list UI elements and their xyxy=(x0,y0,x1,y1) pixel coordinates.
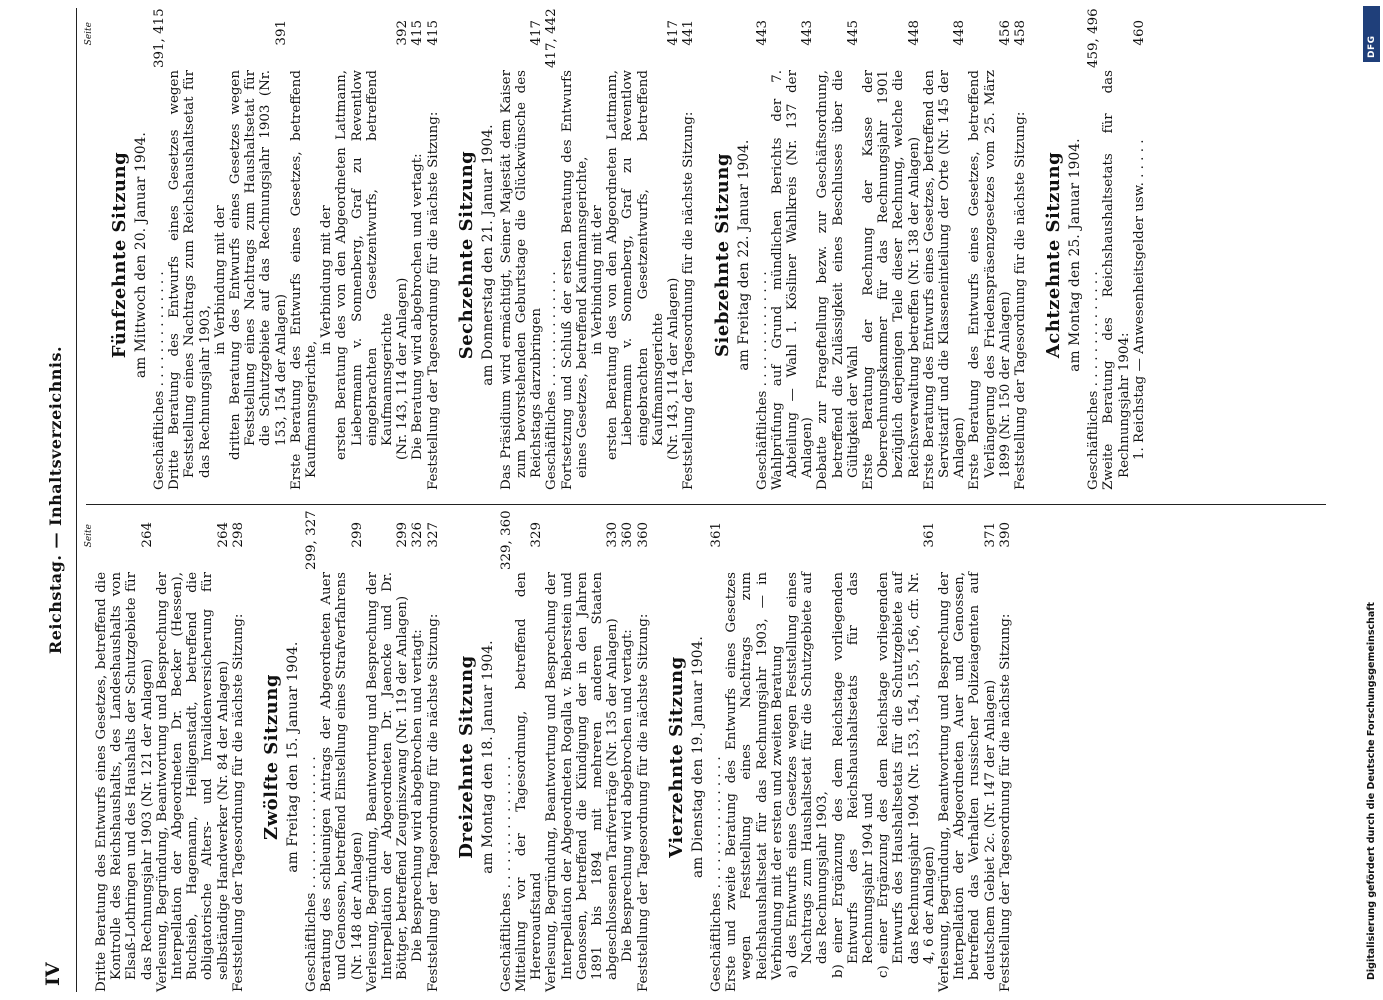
toc-entry xyxy=(998,522,1013,992)
toc-entry xyxy=(304,510,320,992)
toc-entry xyxy=(167,20,213,490)
running-header xyxy=(42,0,68,1000)
entry-text: Feststellung der Tagesordnung für die nächste Sitzung: xyxy=(425,613,441,992)
toc-entry xyxy=(1086,8,1102,490)
session-heading-block xyxy=(455,20,499,490)
header-title: Reichstag. — Inhaltsverzeichnis. xyxy=(46,345,65,655)
session-heading-block xyxy=(665,522,709,992)
toc-entry xyxy=(94,522,155,992)
page-number: IV xyxy=(42,962,64,986)
entry-text: Feststellung der Tagesordnung für die nächste Sitzung: xyxy=(635,613,651,992)
toc-entry xyxy=(666,20,681,490)
page-ref: 443 xyxy=(800,20,816,46)
connector-line: in Verbindung mit der xyxy=(319,205,335,355)
entry-text: Erste Beratung des Entwurfs eines Gesetzes, betreffend Verlängerung des Friedenspräsenzgesetzes vom 25. März 1899 (Nr. 150 der Anlagen) xyxy=(967,70,1013,490)
toc-entry xyxy=(967,20,1013,490)
session-block xyxy=(108,8,441,490)
page-ref: 298 xyxy=(230,522,246,548)
session-heading-block xyxy=(108,20,152,490)
toc-entry xyxy=(231,522,246,992)
page-ref: 391 xyxy=(273,20,289,46)
entry-text: b) einer Ergänzung des dem Reichstage vorliegenden Entwurfs des Reichshaushaltsetats für das Rechnungsjahr 1904 und xyxy=(830,572,876,978)
session-block xyxy=(665,522,1013,992)
entry-text: Dritte Beratung des Entwurfs eines Gesetzes wegen Feststellung eines Nachtrags zum Reichshaushaltsetat für das Rechnungsjahr 1903, xyxy=(167,70,213,490)
toc-entry xyxy=(560,20,590,490)
toc-entry xyxy=(410,522,425,992)
toc-entry xyxy=(498,510,514,992)
seite-label: Seite xyxy=(84,22,94,46)
session-heading-block xyxy=(711,20,755,490)
session-block xyxy=(711,20,1029,490)
session-heading: Siebzehnte Sitzung xyxy=(711,153,733,357)
page-ref: 458 xyxy=(1012,20,1028,46)
session-heading-block xyxy=(455,522,499,992)
entry-text: 1. Reichstag — Anwesenheitsgelder usw. . . . . . xyxy=(1131,139,1147,460)
seite-label: Seite xyxy=(84,524,94,548)
entry-text: Erste Beratung des Entwurfs eines Gesetzes, betreffend den Servistarif und die Klasseneinteilung der Orte (Nr. 145 der Anlagen) xyxy=(921,70,968,490)
session-block xyxy=(455,510,651,992)
toc-entry xyxy=(922,20,968,490)
toc-entry xyxy=(499,20,545,490)
page-ref: 327 xyxy=(425,522,441,548)
toc-entry xyxy=(1132,20,1147,490)
toc-entry xyxy=(831,522,877,992)
entry-text: (Nr. 143, 114 der Anlagen) xyxy=(666,277,682,460)
column-divider xyxy=(86,504,1326,505)
page-ref: 417 xyxy=(666,20,682,46)
entry-text: Verlesung, Begründung, Beantwortung und Besprechung der Interpellation der Abgeordneten Dr. Jaencke und Dr. Böttger, betreffend Zeugniszwang (Nr. 119 der Anlagen) xyxy=(364,572,411,992)
entry-text: Geschäftliches . . . . . . . . . . . . . . . . xyxy=(498,756,514,992)
toc-entry xyxy=(937,522,998,992)
entry-text: Geschäftliches . . . . . . . . . . . . . . xyxy=(152,271,167,490)
entry-text: Feststellung der Tagesordnung für die nächste Sitzung: xyxy=(230,613,246,992)
entry-text: ersten Beratung des von den Abgeordneten Lattmann, Liebermann v. Sonnenberg, Graf zu Reventlow eingebrachten Gesetzentwurfs, betreffend Kaufmannsgerichte xyxy=(605,70,666,460)
session-heading: Vierzehnte Sitzung xyxy=(665,656,687,858)
page-ref: 330 xyxy=(605,522,621,548)
left-column xyxy=(82,510,1013,992)
toc-entry xyxy=(709,522,724,992)
entry-text: Zweite Beratung des Reichshaushaltsetats für das Rechnungsjahr 1904: xyxy=(1101,70,1132,490)
page-content xyxy=(36,0,1346,1000)
page-ref: 415 xyxy=(410,20,426,46)
toc-entry xyxy=(785,522,831,992)
session-date: am Mittwoch den 20. Januar 1904. xyxy=(133,131,149,379)
page-ref: 299 xyxy=(349,522,365,548)
entry-text: dritten Beratung des Entwurfs eines Gesetzes wegen Feststellung eines Nachtrags zum Haushaltsetat für die Schutzgebiete auf das Rechnungsjahr 1903 (Nr. 153, 154 der Anlagen) xyxy=(228,70,289,460)
toc-entry xyxy=(544,522,620,992)
page-ref: 329 xyxy=(529,522,545,548)
page-ref: 329, 360 xyxy=(498,510,514,570)
page-ref: 391, 415 xyxy=(152,8,167,68)
page-ref: 299, 327 xyxy=(304,510,320,570)
header-rule xyxy=(76,8,77,992)
entry-text: Geschäftliches . . . . . . . . . . . . . . . . xyxy=(708,756,724,992)
session-date: am Freitag den 15. Januar 1904. xyxy=(285,641,302,873)
entry-text: Die Besprechung wird abgebrochen und vertagt: xyxy=(620,629,636,962)
toc-entry xyxy=(426,522,441,992)
session-block xyxy=(1042,8,1147,490)
page-ref: 448 xyxy=(952,20,968,46)
connector-line: in Verbindung mit der xyxy=(590,205,606,355)
toc-entry xyxy=(365,522,411,992)
toc-entry xyxy=(395,20,410,490)
toc-entry xyxy=(724,522,785,992)
entry-text: Geschäftliches . . . . . . . . . . . . . . . . xyxy=(304,756,320,992)
page-ref: 460 xyxy=(1131,20,1147,46)
connector-line: in Verbindung mit der xyxy=(212,205,228,355)
page-ref: 445 xyxy=(845,20,861,46)
entry-text: Erste Beratung der Rechnung der Kasse der Oberrechnungskammer für das Rechnungsjahr 1901 bezüglich derjenigen Teile dieser Rechnung, welche die Reichsverwaltung betreffen (Nr. 138 der Anlagen) xyxy=(860,70,922,490)
page-ref: 415 xyxy=(425,20,441,46)
toc-entry xyxy=(544,8,560,490)
toc-entry xyxy=(861,20,922,490)
session-heading: Achtzehnte Sitzung xyxy=(1043,151,1065,359)
entry-text: (Nr. 143, 114 der Anlagen) xyxy=(395,277,411,460)
toc-entry xyxy=(426,20,441,490)
page-ref: 371 xyxy=(982,522,998,548)
page-ref: 361 xyxy=(921,522,937,548)
toc-entry xyxy=(755,20,770,490)
toc-entry xyxy=(228,20,289,490)
toc-entry xyxy=(620,522,635,992)
entry-text: Feststellung der Tagesordnung für die nächste Sitzung: xyxy=(425,111,441,490)
session-date: am Donnerstag den 21. Januar 1904. xyxy=(479,124,496,386)
session-block xyxy=(455,8,697,490)
session-heading-block xyxy=(260,522,304,992)
entry-text: Feststellung der Tagesordnung für die nächste Sitzung: xyxy=(1012,111,1028,490)
entry-text: Geschäftliches . . . . . . . . . . . . . . xyxy=(1086,271,1102,490)
toc-entry xyxy=(636,522,651,992)
session-heading: Fünfzehnte Sitzung xyxy=(109,151,130,359)
toc-entry xyxy=(334,20,395,490)
entry-text: Das Präsidium wird ermächtigt, Seiner Majestät dem Kaiser zum bevorstehenden Geburtstage die Glückwünsche des Reichstags darzubringen xyxy=(498,70,545,490)
entry-text: Verlesung, Begründung, Beantwortung und Besprechung der Interpellation der Abgeordneten Dr. Becker (Hessen), Buchsieb, Hagemann, Heiligenstadt, betreffend die obligatorische Alters- und Invalidenversicherung für selbständige Handwerker (Nr. 84 der Anlagen) xyxy=(154,572,231,992)
entry-text: Mitteilung vor der Tagesordnung, betreffend den Hereroaufstand xyxy=(514,572,545,992)
page-ref: 360 xyxy=(635,522,651,548)
toc-entry xyxy=(815,20,861,490)
page-ref: 443 xyxy=(754,20,770,46)
entry-text: Feststellung der Tagesordnung für die nächste Sitzung: xyxy=(997,613,1013,992)
entry-text: Geschäftliches . . . . . . . . . . . . . . xyxy=(754,271,770,490)
page-ref: 417 xyxy=(529,20,545,46)
toc-entry xyxy=(410,20,425,490)
toc-entry xyxy=(289,20,319,490)
page-ref: 459, 496 xyxy=(1086,8,1102,68)
session-block xyxy=(260,510,441,992)
page-ref: 441 xyxy=(681,20,697,46)
session-date: am Montag den 18. Januar 1904. xyxy=(479,640,496,874)
entry-text: Wahlprüfung auf Grund mündlichen Berichts der 7. Abteilung — Wahl 1. Kösliner Wahlkreis (Nr. 137 der Anlagen) xyxy=(769,70,816,490)
entry-text: Fortsetzung und Schluß der ersten Beratung des Entwurfs eines Gesetzes, betreffend Kaufmannsgerichte, xyxy=(559,70,590,490)
page-ref: 392 xyxy=(395,20,411,46)
toc-entry xyxy=(155,522,231,992)
entry-text: Verlesung, Begründung, Beantwortung und Besprechung der Interpellation der Abgeordneten Auer und Genossen, betreffend das Verhalten russischer Polizeiagenten auf deutschem Gebiet 2c. (Nr. 147 der Anlagen) xyxy=(936,572,998,992)
page-ref: 417, 442 xyxy=(544,8,560,68)
toc-entry xyxy=(770,20,816,490)
entry-text: Erste Beratung des Entwurfs eines Gesetzes, betreffend Kaufmannsgerichte, xyxy=(288,70,320,490)
page-ref: 390 xyxy=(997,522,1013,548)
right-column xyxy=(82,8,1147,490)
session-heading: Zwölfte Sitzung xyxy=(261,674,283,840)
page-ref: 299 xyxy=(395,522,411,548)
entry-text: Debatte zur Frageftellung bezw. zur Geschäftsordnung, betreffend die Zulässigkeit eines Beschlusses über die Gültigkeit der Wahl xyxy=(815,70,861,490)
entry-text: Die Beratung wird abgebrochen und vertagt: xyxy=(410,153,426,460)
session-heading: Dreizehnte Sitzung xyxy=(455,655,477,859)
entry-text: Beratung des schleunigen Antrags der Abgeordneten Auer und Genossen, betreffend Einstellung eines Strafverfahrens (Nr. 148 der Anlagen) xyxy=(319,572,365,992)
dfg-logo: DFG xyxy=(1363,6,1380,62)
entry-text: Geschäftliches . . . . . . . . . . . . . . xyxy=(544,271,560,490)
session-date: am Montag den 25. Januar 1904. xyxy=(1067,138,1084,372)
page-ref: 448 xyxy=(906,20,922,46)
page-ref: 264 xyxy=(215,522,231,548)
entry-text: Die Besprechung wird abgebrochen und vertagt: xyxy=(410,629,426,962)
page-ref: 264 xyxy=(139,522,155,548)
entry-text: c) einer Ergänzung des dem Reichstage vorliegenden Entwurfs des Haushaltsetats für die Schutzgebiete auf das Rechnungsjahr 1904 (Nr. 153, 154, 155, 156, cfr. Nr. 4, 6 der Anlagen) xyxy=(876,572,937,978)
digitization-note: Digitalisierung gefördert durch die Deutsche Forschungsgemeinschaft xyxy=(1366,602,1377,980)
session-date: am Freitag den 22. Januar 1904. xyxy=(735,139,752,371)
entry-text: ersten Beratung des von den Abgeordneten Lattmann, Liebermann v. Sonnenberg, Graf zu Reventlow eingebrachten Gesetzentwurfs, betreffend Kaufmannsgerichte xyxy=(334,70,396,460)
toc-entry xyxy=(319,522,365,992)
page-ref: 326 xyxy=(410,522,426,548)
toc-entry xyxy=(681,20,696,490)
toc-entry xyxy=(876,522,937,992)
session-heading-block xyxy=(1042,20,1086,490)
page-ref: 361 xyxy=(708,522,724,548)
session-heading: Sechzehnte Sitzung xyxy=(455,150,477,360)
toc-entry xyxy=(152,8,167,490)
toc-entry xyxy=(514,522,544,992)
entry-text: Feststellung der Tagesordnung für die nächste Sitzung: xyxy=(681,111,697,490)
page-ref: 360 xyxy=(620,522,636,548)
session-date: am Dienstag den 19. Januar 1904. xyxy=(689,636,706,878)
toc-entry xyxy=(1101,20,1131,490)
toc-entry xyxy=(1013,20,1028,490)
toc-entry xyxy=(605,20,666,490)
entry-text: a) des Entwurfs eines Gesetzes wegen Feststellung eines Nachtrags zum Haushaltsetat für die Schutzgebiete auf das Rechnungsjahr 1903, xyxy=(784,572,831,978)
entry-text: Dritte Beratung des Entwurfs eines Gesetzes, betreffend die Kontrolle des Reichshaushalts, des Landeshaushalts von Elsaß-Lothringen und des Haushalts der Schutzgebiete für das Rechnungsjahr 1903 (Nr. 121 der Anlagen) xyxy=(94,572,155,992)
entry-text: Erste und zweite Beratung des Entwurfs eines Gesetzes wegen Feststellung eines Nachtrags zum Reichshaushaltsetat für das Rechnungsjahr 1903, — in Verbindung mit der ersten und zweiten Beratung xyxy=(724,572,785,992)
entry-text: Verlesung, Begründung, Beantwortung und Besprechung der Interpellation der Abgeordneten Rogalla v. Bieberstein und Genossen, betreffend die Kündigung der in den Jahren 1891 bis 1894 mit mehreren anderen Staaten abgeschlossenen Tarifverträge (Nr. 135 der Anlagen) xyxy=(544,572,621,992)
page-ref: 456 xyxy=(997,20,1013,46)
